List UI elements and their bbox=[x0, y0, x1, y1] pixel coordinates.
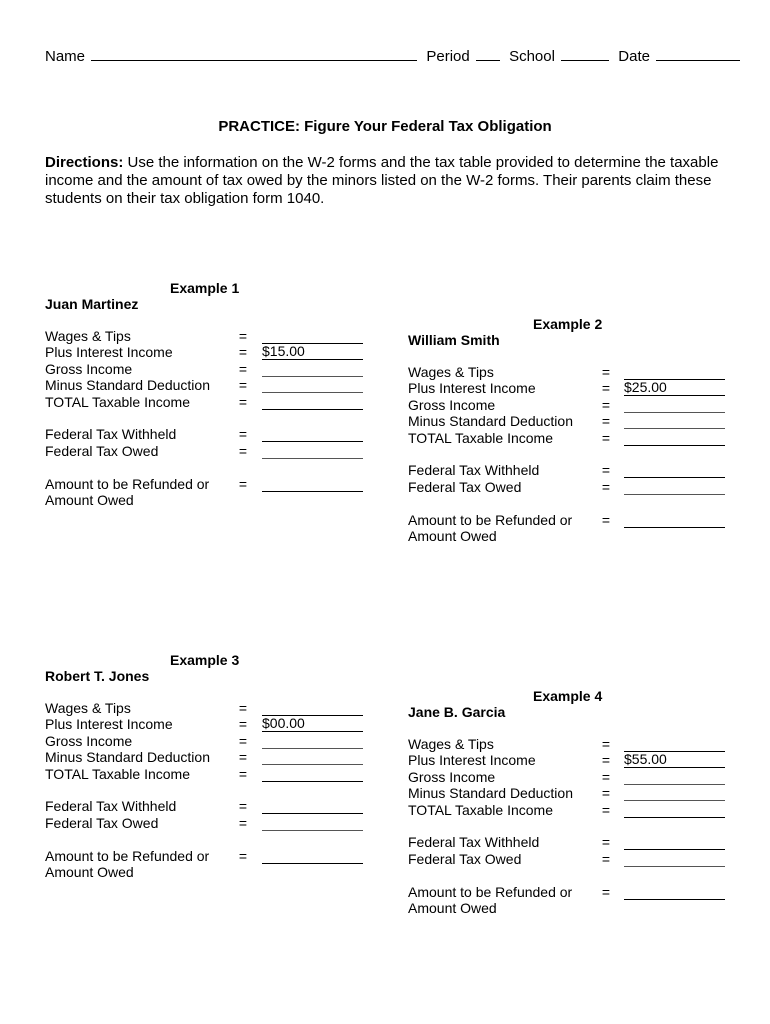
example-4-tax-owed-row-label: Federal Tax Owed bbox=[408, 850, 522, 867]
example-1-interest-row-equals: = bbox=[238, 344, 248, 361]
example-3-wages-row-label: Wages & Tips bbox=[45, 700, 131, 716]
example-3-taxable-income-row-label: TOTAL Taxable Income bbox=[45, 765, 190, 782]
example-1-tax-owed-row-label: Federal Tax Owed bbox=[45, 442, 159, 459]
example-3-wages-row-answer-field[interactable] bbox=[262, 700, 363, 716]
example-2-wages-row-label: Wages & Tips bbox=[408, 364, 494, 380]
directions-text: Use the information on the W-2 forms and the tax table provided to determine the taxable income and the amount of tax owed by the minors listed on the W-2 forms. Their parents claim these students on their tax obligation form 1040. bbox=[45, 154, 719, 207]
example-2-interest-row-equals: = bbox=[601, 380, 611, 397]
example-3-standard-deduction-row-answer-field[interactable] bbox=[262, 749, 363, 765]
example-2-tax-owed-row-answer-field[interactable] bbox=[624, 479, 725, 495]
example-2-standard-deduction-row-answer-field[interactable] bbox=[624, 413, 725, 429]
example-1-gross-income-row-equals: = bbox=[238, 360, 248, 377]
example-3-refund-or-owed-row-answer-field[interactable] bbox=[262, 848, 363, 864]
example-3-tax-withheld-row-answer-field[interactable] bbox=[262, 798, 363, 814]
example-3-tax-owed-row-answer-field[interactable] bbox=[262, 815, 363, 831]
example-1-refund-or-owed-row-answer-field[interactable] bbox=[262, 476, 363, 492]
example-4-tax-owed-row-answer-field[interactable] bbox=[624, 851, 725, 867]
example-2-tax-withheld-row-equals: = bbox=[601, 462, 611, 479]
example-4-wages-row-equals: = bbox=[601, 736, 611, 752]
example-4-tax-withheld-row-answer-field[interactable] bbox=[624, 834, 725, 850]
example-3-interest-row-label: Plus Interest Income bbox=[45, 716, 173, 733]
example-2-tax-withheld-row-answer-field[interactable] bbox=[624, 462, 725, 478]
example-1-taxable-income-row-label: TOTAL Taxable Income bbox=[45, 393, 190, 410]
example-4-taxable-income-row-answer-field[interactable] bbox=[624, 802, 725, 818]
example-3-refund-label-line1: Amount to be Refunded or bbox=[45, 847, 210, 864]
example-1-tax-withheld-row-label: Federal Tax Withheld bbox=[45, 426, 177, 443]
example-2-student-name: William Smith bbox=[408, 332, 500, 348]
example-1-standard-deduction-row-label: Minus Standard Deduction bbox=[45, 377, 210, 394]
example-4-taxable-income-row-label: TOTAL Taxable Income bbox=[408, 801, 553, 818]
example-1-tax-owed-row-equals: = bbox=[238, 442, 248, 459]
example-2-gross-income-row-label: Gross Income bbox=[408, 396, 496, 413]
example-4-interest-row-answer-field[interactable]: $55.00 bbox=[624, 752, 725, 768]
example-2-wages-row-answer-field[interactable] bbox=[624, 364, 725, 380]
example-2-tax-withheld-row-label: Federal Tax Withheld bbox=[408, 462, 540, 479]
example-2-tax-owed-row-label: Federal Tax Owed bbox=[408, 478, 522, 495]
example-1-gross-income-row-answer-field[interactable] bbox=[262, 361, 363, 377]
example-3-gross-income-row-label: Gross Income bbox=[45, 732, 133, 749]
example-3-refund-label-line2: Amount Owed bbox=[45, 864, 134, 880]
example-3-tax-owed-row-label: Federal Tax Owed bbox=[45, 814, 159, 831]
example-3-taxable-income-row-answer-field[interactable] bbox=[262, 766, 363, 782]
date-field[interactable] bbox=[656, 46, 740, 61]
example-4-tax-withheld-row-label: Federal Tax Withheld bbox=[408, 834, 540, 851]
example-1-refund-or-owed-row-equals: = bbox=[238, 475, 248, 492]
example-3-title: Example 3 bbox=[170, 652, 240, 668]
example-4-taxable-income-row-equals: = bbox=[601, 801, 611, 818]
name-field[interactable] bbox=[91, 46, 417, 61]
example-4-refund-label-line1: Amount to be Refunded or bbox=[408, 883, 573, 900]
example-2-refund-label-line1: Amount to be Refunded or bbox=[408, 511, 573, 528]
example-4-standard-deduction-row-answer-field[interactable] bbox=[624, 785, 725, 801]
example-3-interest-row-answer-field[interactable]: $00.00 bbox=[262, 716, 363, 732]
date-label: Date bbox=[618, 48, 650, 65]
example-3-tax-owed-row-equals: = bbox=[238, 814, 248, 831]
directions-paragraph bbox=[45, 154, 735, 208]
example-3-tax-withheld-row-label: Federal Tax Withheld bbox=[45, 798, 177, 815]
example-3-tax-withheld-row-equals: = bbox=[238, 798, 248, 815]
example-1-gross-income-row-label: Gross Income bbox=[45, 360, 133, 377]
example-4-refund-or-owed-row-answer-field[interactable] bbox=[624, 884, 725, 900]
example-3-student-name: Robert T. Jones bbox=[45, 668, 150, 684]
example-4-gross-income-row-equals: = bbox=[601, 768, 611, 785]
example-3-taxable-income-row-equals: = bbox=[238, 765, 248, 782]
period-label: Period bbox=[426, 48, 470, 65]
name-label: Name bbox=[45, 48, 86, 65]
example-3-standard-deduction-row-equals: = bbox=[238, 749, 248, 766]
example-1-wages-row-answer-field[interactable] bbox=[262, 328, 363, 344]
example-4-interest-row-label: Plus Interest Income bbox=[408, 752, 536, 769]
example-4-standard-deduction-row-equals: = bbox=[601, 785, 611, 802]
example-2-interest-row-answer-field[interactable]: $25.00 bbox=[624, 380, 725, 396]
example-2-interest-row-label: Plus Interest Income bbox=[408, 380, 536, 397]
example-4-gross-income-row-answer-field[interactable] bbox=[624, 769, 725, 785]
example-4-tax-owed-row-equals: = bbox=[601, 850, 611, 867]
example-2-tax-owed-row-equals: = bbox=[601, 478, 611, 495]
example-1-refund-label-line2: Amount Owed bbox=[45, 492, 134, 508]
student-info-header bbox=[45, 46, 740, 66]
example-3-gross-income-row-equals: = bbox=[238, 732, 248, 749]
example-3-wages-row-equals: = bbox=[238, 700, 248, 716]
example-2-wages-row-equals: = bbox=[601, 364, 611, 380]
example-1-interest-row-label: Plus Interest Income bbox=[45, 344, 173, 361]
example-2-refund-or-owed-row-equals: = bbox=[601, 511, 611, 528]
school-label: School bbox=[509, 48, 555, 65]
example-4-title: Example 4 bbox=[533, 688, 603, 704]
example-4-tax-withheld-row-equals: = bbox=[601, 834, 611, 851]
example-3-interest-row-equals: = bbox=[238, 716, 248, 733]
example-4-standard-deduction-row-label: Minus Standard Deduction bbox=[408, 785, 573, 802]
example-1-taxable-income-row-equals: = bbox=[238, 393, 248, 410]
example-1-refund-label-line1: Amount to be Refunded or bbox=[45, 475, 210, 492]
example-2-gross-income-row-answer-field[interactable] bbox=[624, 397, 725, 413]
example-2-refund-or-owed-row-answer-field[interactable] bbox=[624, 512, 725, 528]
example-1-student-name: Juan Martinez bbox=[45, 296, 139, 312]
example-1-standard-deduction-row-equals: = bbox=[238, 377, 248, 394]
example-2-taxable-income-row-answer-field[interactable] bbox=[624, 430, 725, 446]
example-1-wages-row-equals: = bbox=[238, 328, 248, 344]
period-field[interactable] bbox=[476, 46, 500, 61]
example-2-standard-deduction-row-label: Minus Standard Deduction bbox=[408, 413, 573, 430]
example-3-refund-or-owed-row-equals: = bbox=[238, 847, 248, 864]
example-2-refund-label-line2: Amount Owed bbox=[408, 528, 497, 544]
example-1-standard-deduction-row-answer-field[interactable] bbox=[262, 377, 363, 393]
example-1-title: Example 1 bbox=[170, 280, 240, 296]
example-4-wages-row-label: Wages & Tips bbox=[408, 736, 494, 752]
worksheet-title: PRACTICE: Figure Your Federal Tax Obligation bbox=[218, 118, 552, 135]
example-4-interest-row-equals: = bbox=[601, 752, 611, 769]
school-field[interactable] bbox=[561, 46, 609, 61]
example-1-interest-row-answer-field[interactable]: $15.00 bbox=[262, 344, 363, 360]
example-2-taxable-income-row-label: TOTAL Taxable Income bbox=[408, 429, 553, 446]
example-2-title: Example 2 bbox=[533, 316, 603, 332]
example-2-taxable-income-row-equals: = bbox=[601, 429, 611, 446]
example-2-standard-deduction-row-equals: = bbox=[601, 413, 611, 430]
example-4-gross-income-row-label: Gross Income bbox=[408, 768, 496, 785]
example-1-tax-withheld-row-equals: = bbox=[238, 426, 248, 443]
example-1-tax-withheld-row-answer-field[interactable] bbox=[262, 426, 363, 442]
example-4-refund-label-line2: Amount Owed bbox=[408, 900, 497, 916]
example-1-tax-owed-row-answer-field[interactable] bbox=[262, 443, 363, 459]
example-4-refund-or-owed-row-equals: = bbox=[601, 883, 611, 900]
example-3-standard-deduction-row-label: Minus Standard Deduction bbox=[45, 749, 210, 766]
example-4-student-name: Jane B. Garcia bbox=[408, 704, 506, 720]
example-4-wages-row-answer-field[interactable] bbox=[624, 736, 725, 752]
example-1-taxable-income-row-answer-field[interactable] bbox=[262, 394, 363, 410]
example-3-gross-income-row-answer-field[interactable] bbox=[262, 733, 363, 749]
example-1-wages-row-label: Wages & Tips bbox=[45, 328, 131, 344]
example-2-gross-income-row-equals: = bbox=[601, 396, 611, 413]
directions-label: Directions: bbox=[45, 154, 124, 171]
